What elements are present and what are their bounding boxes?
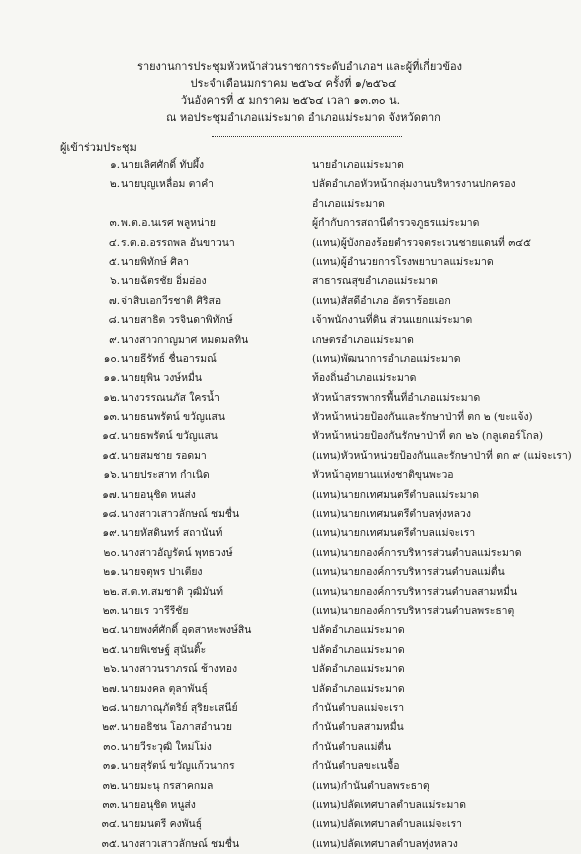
attendee-position: หัวหน้าสรรพากรพื้นที่อำเภอแม่ระมาด — [312, 391, 481, 404]
attendee-number: ๓๐. — [103, 740, 120, 753]
attendee-row — [0, 505, 581, 524]
attendee-number: ๓๕. — [101, 837, 120, 850]
attendee-row — [0, 253, 581, 272]
attendee-position: กำนันตำบลแม่ตื่น — [312, 740, 392, 753]
attendee-row — [0, 660, 581, 679]
attendee-row — [0, 718, 581, 737]
attendee-row — [0, 680, 581, 699]
attendee-number: ๓๓. — [102, 798, 120, 811]
attendee-position: (แทน)นายกองค์การบริหารส่วนตำบลแม่ตื่น — [312, 566, 505, 579]
attendee-name: นายอนุชิต หนส่ง — [121, 488, 196, 501]
attendee-row — [0, 389, 581, 408]
attendee-position: หัวหน้าหน่วยป้องกันรักษาป่าที่ ตก ๒๖ (กลูเตอร์โกล) — [312, 430, 544, 443]
attendee-name: นางสาวเสาวลักษณ์ ชมชื่น — [121, 837, 240, 850]
attendee-position: (แทน)นายกองค์การบริหารส่วนตำบลพระธาตุ — [312, 604, 515, 617]
attendee-number: ๒๑. — [103, 566, 120, 579]
attendee-row — [0, 621, 581, 640]
attendee-name: นายสมชาย รอดมา — [121, 449, 207, 462]
attendee-position: หัวหน้าอุทยานแห่งชาติขุนพะวอ — [312, 469, 454, 482]
attendee-position: (แทน)ปลัดเทศบาลตำบลแม่จะเรา — [312, 818, 462, 831]
attendee-row — [0, 311, 581, 330]
attendee-row — [0, 757, 581, 776]
attendee-number: ๒๗. — [102, 682, 120, 695]
attendee-position: นายอำเภอแม่ระมาด — [312, 159, 404, 171]
attendee-position: (แทน)นายกองค์การบริหารส่วนตำบลสามหมื่น — [312, 585, 518, 598]
attendee-number: ๓๔. — [101, 818, 120, 831]
attendee-name: นายยุพิน วงษ์หมื่น — [121, 372, 202, 385]
attendee-number: ๒๕. — [101, 643, 120, 656]
attendee-name: นายวีระวุฒิ ใหม่โม่ง — [121, 740, 212, 753]
attendee-number: ๖. — [110, 275, 120, 288]
attendee-position: ปลัดอำเภอแม่ระมาด — [312, 624, 405, 637]
attendee-number: ๒๖. — [103, 663, 120, 676]
attendee-number: ๒๓. — [102, 604, 120, 617]
attendee-number: ๑๗. — [102, 488, 120, 501]
attendee-number: ๗. — [108, 294, 120, 307]
attendee-number: ๓๑. — [102, 760, 120, 773]
attendee-row — [0, 563, 581, 582]
attendee-number: ๒๙. — [102, 721, 120, 734]
attendee-row — [0, 272, 581, 291]
attendee-number: ๑๙. — [102, 527, 120, 540]
attendee-position: สาธารณสุขอำเภอแม่ระมาด — [312, 275, 438, 288]
report-date: วันอังคารที่ ๕ มกราคม ๒๕๖๔ เวลา ๑๓.๓๐ น. — [180, 94, 401, 107]
attendee-row — [0, 234, 581, 253]
report-venue: ณ หอประชุมอำเภอแม่ระมาด อำเภอแม่ระมาด จังหวัดตาก — [166, 111, 441, 124]
attendee-name: นายมนตรี คงพันธุ์ — [121, 818, 202, 831]
attendee-name: นายสุรัตน์ ขวัญแก้วนากร — [121, 760, 235, 773]
attendee-number: ๑๔. — [102, 430, 120, 443]
attendee-number: ๑๓. — [102, 411, 120, 424]
attendee-name: นายธีรัทธ์ ชื่นอารมณ์ — [121, 352, 217, 365]
attendee-name: นายอนุชิต หนูส่ง — [121, 798, 196, 811]
attendee-number: ๓๒. — [102, 779, 120, 792]
attendee-name: นายพงศ์ศักดิ์ อุดสาหะพงษ์สิน — [121, 624, 252, 637]
attendee-position: กำนันตำบลแม่จะเรา — [312, 701, 405, 714]
attendee-number: ๕. — [108, 255, 120, 268]
attendee-number: ๔. — [108, 236, 120, 249]
attendee-name: นางสาวกาญมาศ หมดมลทิน — [121, 333, 249, 346]
attendee-number: ๑๖. — [103, 469, 120, 482]
attendee-name: นายธนพรัตน์ ขวัญแสน — [121, 411, 225, 424]
attendee-name: นายมะนุ กรสาคกมล — [121, 779, 214, 792]
attendee-number: ๓. — [109, 217, 120, 230]
attendee-number: ๒. — [109, 178, 120, 191]
attendee-number: ๘. — [108, 314, 120, 327]
attendee-row — [0, 699, 581, 718]
attendee-name: นายมงคล ตุลาพันธุ์ — [121, 682, 208, 695]
attendee-name: นายประสาท กำเนิด — [121, 469, 210, 482]
attendee-number: ๑๕. — [102, 449, 120, 462]
attendee-name: นายพิเชษฐ์ สุนันติ๊ะ — [121, 643, 207, 656]
attendee-position: หัวหน้าหน่วยป้องกันและรักษาป่าที่ ตก ๒ (ขะแจ้ง) — [312, 411, 533, 424]
attendee-row-continuation — [0, 195, 581, 214]
attendee-name: นายหัสดินทร์ สถานันท์ — [121, 527, 223, 540]
attendee-number: ๒๒. — [102, 585, 120, 598]
attendee-name: นางสาวอัญรัตน์ พุทธวงษ์ — [121, 546, 233, 559]
attendee-position: (แทน)นายกเทศมนตรีตำบลแม่ระมาด — [312, 488, 480, 501]
attendee-number: ๒๘. — [101, 701, 120, 714]
attendee-row — [0, 486, 581, 505]
attendee-position: ปลัดอำเภอแม่ระมาด — [312, 682, 405, 695]
attendee-number: ๙. — [109, 333, 120, 346]
attendee-position: เกษตรอำเภอแม่ระมาด — [312, 333, 414, 346]
section-title: ผู้เข้าร่วมประชุม — [60, 141, 137, 154]
attendee-position: เจ้าพนักงานที่ดิน ส่วนแยกแม่ระมาด — [312, 314, 473, 327]
attendee-name: นายเลิศศักดิ์ ทับผึ้ง — [121, 159, 205, 171]
attendee-position: (แทน)ผู้บังกองร้อยตำรวจตระเวนชายแดนที่ ๓๔๕ — [312, 236, 532, 249]
attendee-name: นางสาวเสาวลักษณ์ ชมชื่น — [121, 508, 240, 521]
attendee-name: นายบุญเหลื่อม ตาคำ — [121, 178, 215, 191]
attendee-position: (แทน)นายกเทศมนตรีตำบลทุ่งหลวง — [312, 508, 471, 521]
attendee-number: ๑๒. — [103, 391, 120, 404]
attendee-row — [0, 175, 581, 194]
attendee-number: ๑๘. — [102, 508, 120, 521]
attendee-row — [0, 544, 581, 563]
attendee-name: นายสาธิต วรจินดาพิทักษ์ — [121, 314, 233, 327]
attendee-row — [0, 331, 581, 350]
attendee-position: (แทน)หัวหน้าหน่วยป้องกันและรักษาป่าที่ ตก ๙ (แม่จะเรา) — [312, 449, 572, 462]
attendee-row — [0, 350, 581, 369]
attendee-row — [0, 447, 581, 466]
attendee-row — [0, 524, 581, 543]
attendee-position: (แทน)พัฒนาการอำเภอแม่ระมาด — [312, 352, 461, 365]
attendee-position: (แทน)นายกเทศมนตรีตำบลแม่จะเรา — [312, 527, 476, 540]
attendee-position: ท้องถิ่นอำเภอแม่ระมาด — [312, 372, 417, 385]
attendee-position: ปลัดอำเภอหัวหน้ากลุ่มงานบริหารงานปกครอง — [312, 178, 516, 191]
attendee-row — [0, 214, 581, 233]
report-title: รายงานการประชุมหัวหน้าส่วนราชการระดับอำเภอฯ และผู้ที่เกี่ยวข้อง — [137, 60, 462, 73]
attendee-number: ๑๑. — [103, 372, 120, 385]
attendee-row — [0, 292, 581, 311]
attendee-name: ร.ต.อ.อรรถพล อันขาวนา — [121, 236, 235, 249]
attendee-name: นายพิทักษ์ ศิลา — [121, 255, 189, 268]
attendee-row — [0, 466, 581, 485]
attendee-name: นายฉัตรชัย อิ่มอ่อง — [121, 275, 207, 288]
attendee-name: จ่าสิบเอกวีรชาติ ศิริสอ — [121, 294, 222, 307]
attendee-name: นายจตุพร ปาเตียง — [121, 566, 203, 579]
attendee-list — [0, 156, 581, 854]
attendee-row — [0, 408, 581, 427]
attendee-row — [0, 815, 581, 834]
attendee-position: ผู้กำกับการสถานีตำรวจภูธรแม่ระมาด — [312, 217, 480, 230]
attendee-position: ปลัดอำเภอแม่ระมาด — [312, 663, 405, 676]
attendee-row — [0, 835, 581, 854]
attendee-name: นายเร วารีรีชัย — [121, 604, 189, 617]
attendee-position: (แทน)สัสดีอำเภอ อัตราร้อยเอก — [312, 294, 451, 307]
attendee-position: (แทน)กำนันตำบลพระธาตุ — [312, 779, 430, 792]
attendee-row — [0, 777, 581, 796]
attendee-position: ปลัดอำเภอแม่ระมาด — [312, 643, 405, 656]
attendee-row — [0, 369, 581, 388]
attendee-row — [0, 156, 581, 175]
attendee-name: นางวรรณนภัส ใครน้ำ — [121, 391, 220, 404]
attendee-name: ส.ต.ท.สมชาติ วุฒิมันท์ — [121, 585, 223, 598]
attendee-row — [0, 583, 581, 602]
report-month: ประจำเดือนมกราคม ๒๕๖๔ ครั้งที่ ๑/๒๕๖๔ — [190, 77, 397, 90]
attendee-position: (แทน)นายกองค์การบริหารส่วนตำบลแม่ระมาด — [312, 546, 522, 559]
document-header — [0, 58, 581, 137]
attendee-number: ๑๐. — [103, 352, 120, 365]
attendee-position: (แทน)ปลัดเทศบาลตำบลทุ่งหลวง — [312, 837, 458, 850]
attendee-name: พ.ต.อ.นเรศ พลูหน่าย — [121, 217, 216, 230]
attendee-position: (แทน)ปลัดเทศบาลตำบลแม่ระมาด — [312, 798, 466, 811]
attendee-row — [0, 602, 581, 621]
attendee-name: นายอธิชน โอภาสอำนวย — [121, 721, 233, 734]
attendee-number: ๒๐. — [103, 546, 120, 559]
dotted-divider — [212, 128, 402, 137]
attendee-number: ๑. — [110, 159, 120, 171]
attendee-number: ๒๔. — [101, 624, 120, 637]
attendee-row — [0, 427, 581, 446]
attendee-row — [0, 796, 581, 815]
attendee-position-continued: อำเภอแม่ระมาด — [312, 197, 385, 210]
attendee-position: กำนันตำบลสามหมื่น — [312, 721, 404, 734]
attendee-name: นางสาวนราภรณ์ ช้างทอง — [121, 663, 238, 676]
attendee-position: (แทน)ผู้อำนวยการโรงพยาบาลแม่ระมาด — [312, 255, 494, 268]
attendee-name: นายธพรัตน์ ขวัญแสน — [121, 430, 218, 443]
attendee-name: นายภาณุภัตริย์ สุริยะเสนีย์ — [121, 701, 238, 714]
attendee-position: กำนันตำบลขะเนจื้อ — [312, 760, 400, 773]
attendee-row — [0, 641, 581, 660]
attendee-row — [0, 738, 581, 757]
